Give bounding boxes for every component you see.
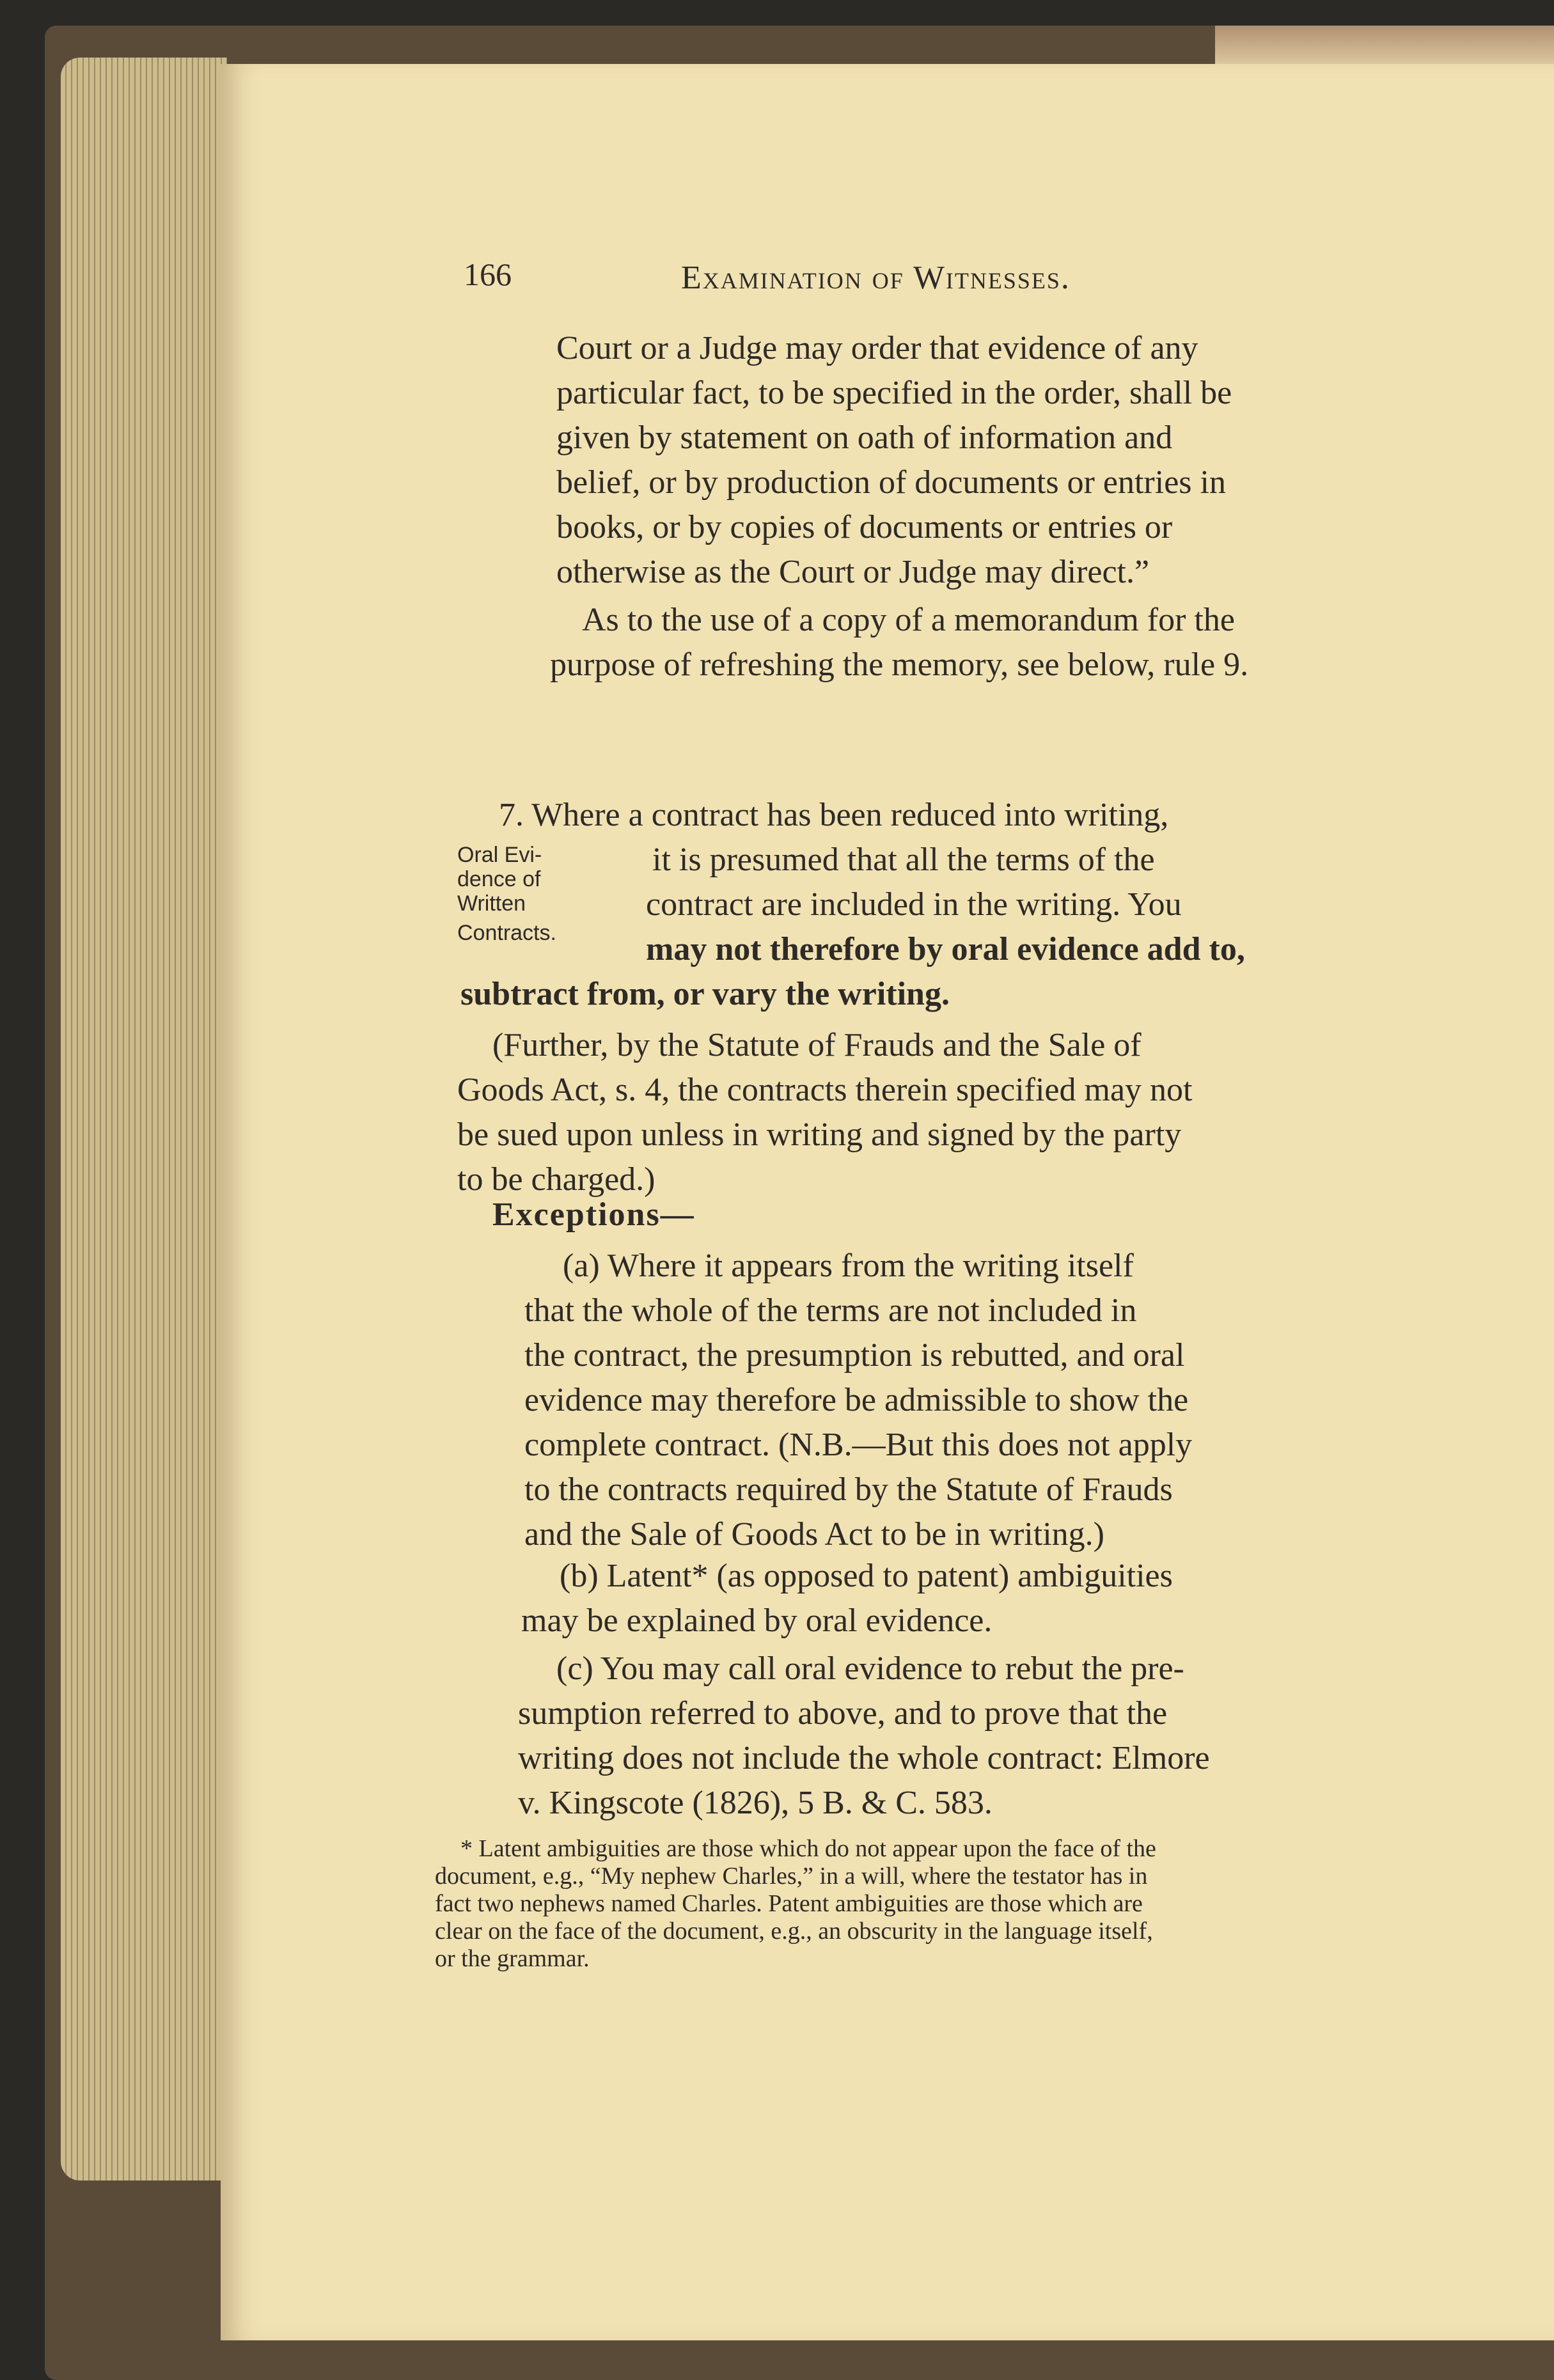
footnote (435, 1835, 1381, 1973)
text-line: (Further, by the Statute of Frauds and the Sale of (492, 1027, 1142, 1063)
text-line: writing does not include the whole contract: Elmore (518, 1740, 1210, 1776)
text-line: books, or by copies of documents or entries or (556, 509, 1173, 545)
footnote-line: or the grammar. (435, 1945, 590, 1972)
footnote-line: fact two nephews named Charles. Patent ambiguities are those which are (435, 1890, 1143, 1917)
text-line: sumption referred to above, and to prove that the (518, 1695, 1168, 1732)
text-line: that the whole of the terms are not included in (524, 1292, 1137, 1329)
text-line: purpose of refreshing the memory, see below, rule 9. (550, 646, 1249, 683)
exception-a-paragraph (524, 1244, 1192, 1557)
text-line: be sued upon unless in writing and signed by the party (457, 1116, 1182, 1153)
text-line: it is presumed that all the terms of the (652, 842, 1155, 878)
text-line: Court or a Judge may order that evidence of any (556, 330, 1198, 366)
text-line: complete contract. (N.B.—But this does not apply (524, 1427, 1193, 1463)
text-line: to the contracts required by the Statute of Frauds (524, 1471, 1173, 1508)
text-line: subtract from, or vary the writing. (460, 976, 950, 1012)
text-line: and the Sale of Goods Act to be in writing.) (524, 1516, 1104, 1553)
margin-note-line: Written (457, 891, 526, 916)
footnote-line: clear on the face of the document, e.g., an obscurity in the language itself, (435, 1918, 1153, 1945)
margin-note-line: dence of (457, 867, 541, 891)
margin-note-line: Oral Evi- (457, 843, 542, 867)
text-line: As to the use of a copy of a memorandum for the (582, 602, 1235, 638)
text-line: particular fact, to be specified in the order, shall be (556, 375, 1232, 411)
text-line: may not therefore by oral evidence add to, (646, 931, 1245, 967)
rule-7-paragraph (460, 793, 1245, 1017)
memorandum-paragraph (550, 598, 1248, 687)
text-line: the contract, the presumption is rebutted, and oral (524, 1337, 1185, 1374)
footnote-line: * Latent ambiguities are those which do not appear upon the face of the (460, 1835, 1156, 1862)
statute-paragraph (457, 1023, 1192, 1202)
text-line: to be charged.) (457, 1161, 655, 1198)
text-line: otherwise as the Court or Judge may direct.” (556, 554, 1150, 590)
text-line: 7. Where a contract has been reduced into writing, (499, 797, 1169, 833)
exception-c-paragraph (518, 1647, 1210, 1826)
running-title: Examination of Witnesses. (681, 260, 1071, 296)
footnote-line: document, e.g., “My nephew Charles,” in a will, where the testator has in (435, 1863, 1148, 1890)
text-line: (a) Where it appears from the writing itself (563, 1248, 1134, 1284)
margin-note-line: Contracts. (457, 921, 556, 945)
text-line: given by statement on oath of information and (556, 419, 1173, 456)
text-line: contract are included in the writing. You (646, 886, 1182, 923)
opening-paragraph (556, 326, 1232, 595)
text-line: may be explained by oral evidence. (521, 1602, 993, 1639)
text-line: (b) Latent* (as opposed to patent) ambiguities (560, 1558, 1173, 1594)
text-line: v. Kingscote (1826), 5 B. & C. 583. (518, 1785, 993, 1821)
exceptions-heading: Exceptions— (492, 1196, 695, 1233)
text-line: belief, or by production of documents or entries in (556, 464, 1226, 501)
exception-b-paragraph (521, 1554, 1173, 1643)
page-number: 166 (464, 256, 512, 292)
text-line: (c) You may call oral evidence to rebut the pre- (556, 1650, 1184, 1687)
page-edges (61, 58, 227, 2180)
text-line: Goods Act, s. 4, the contracts therein specified may not (457, 1072, 1193, 1108)
text-line: evidence may therefore be admissible to show the (524, 1382, 1189, 1418)
